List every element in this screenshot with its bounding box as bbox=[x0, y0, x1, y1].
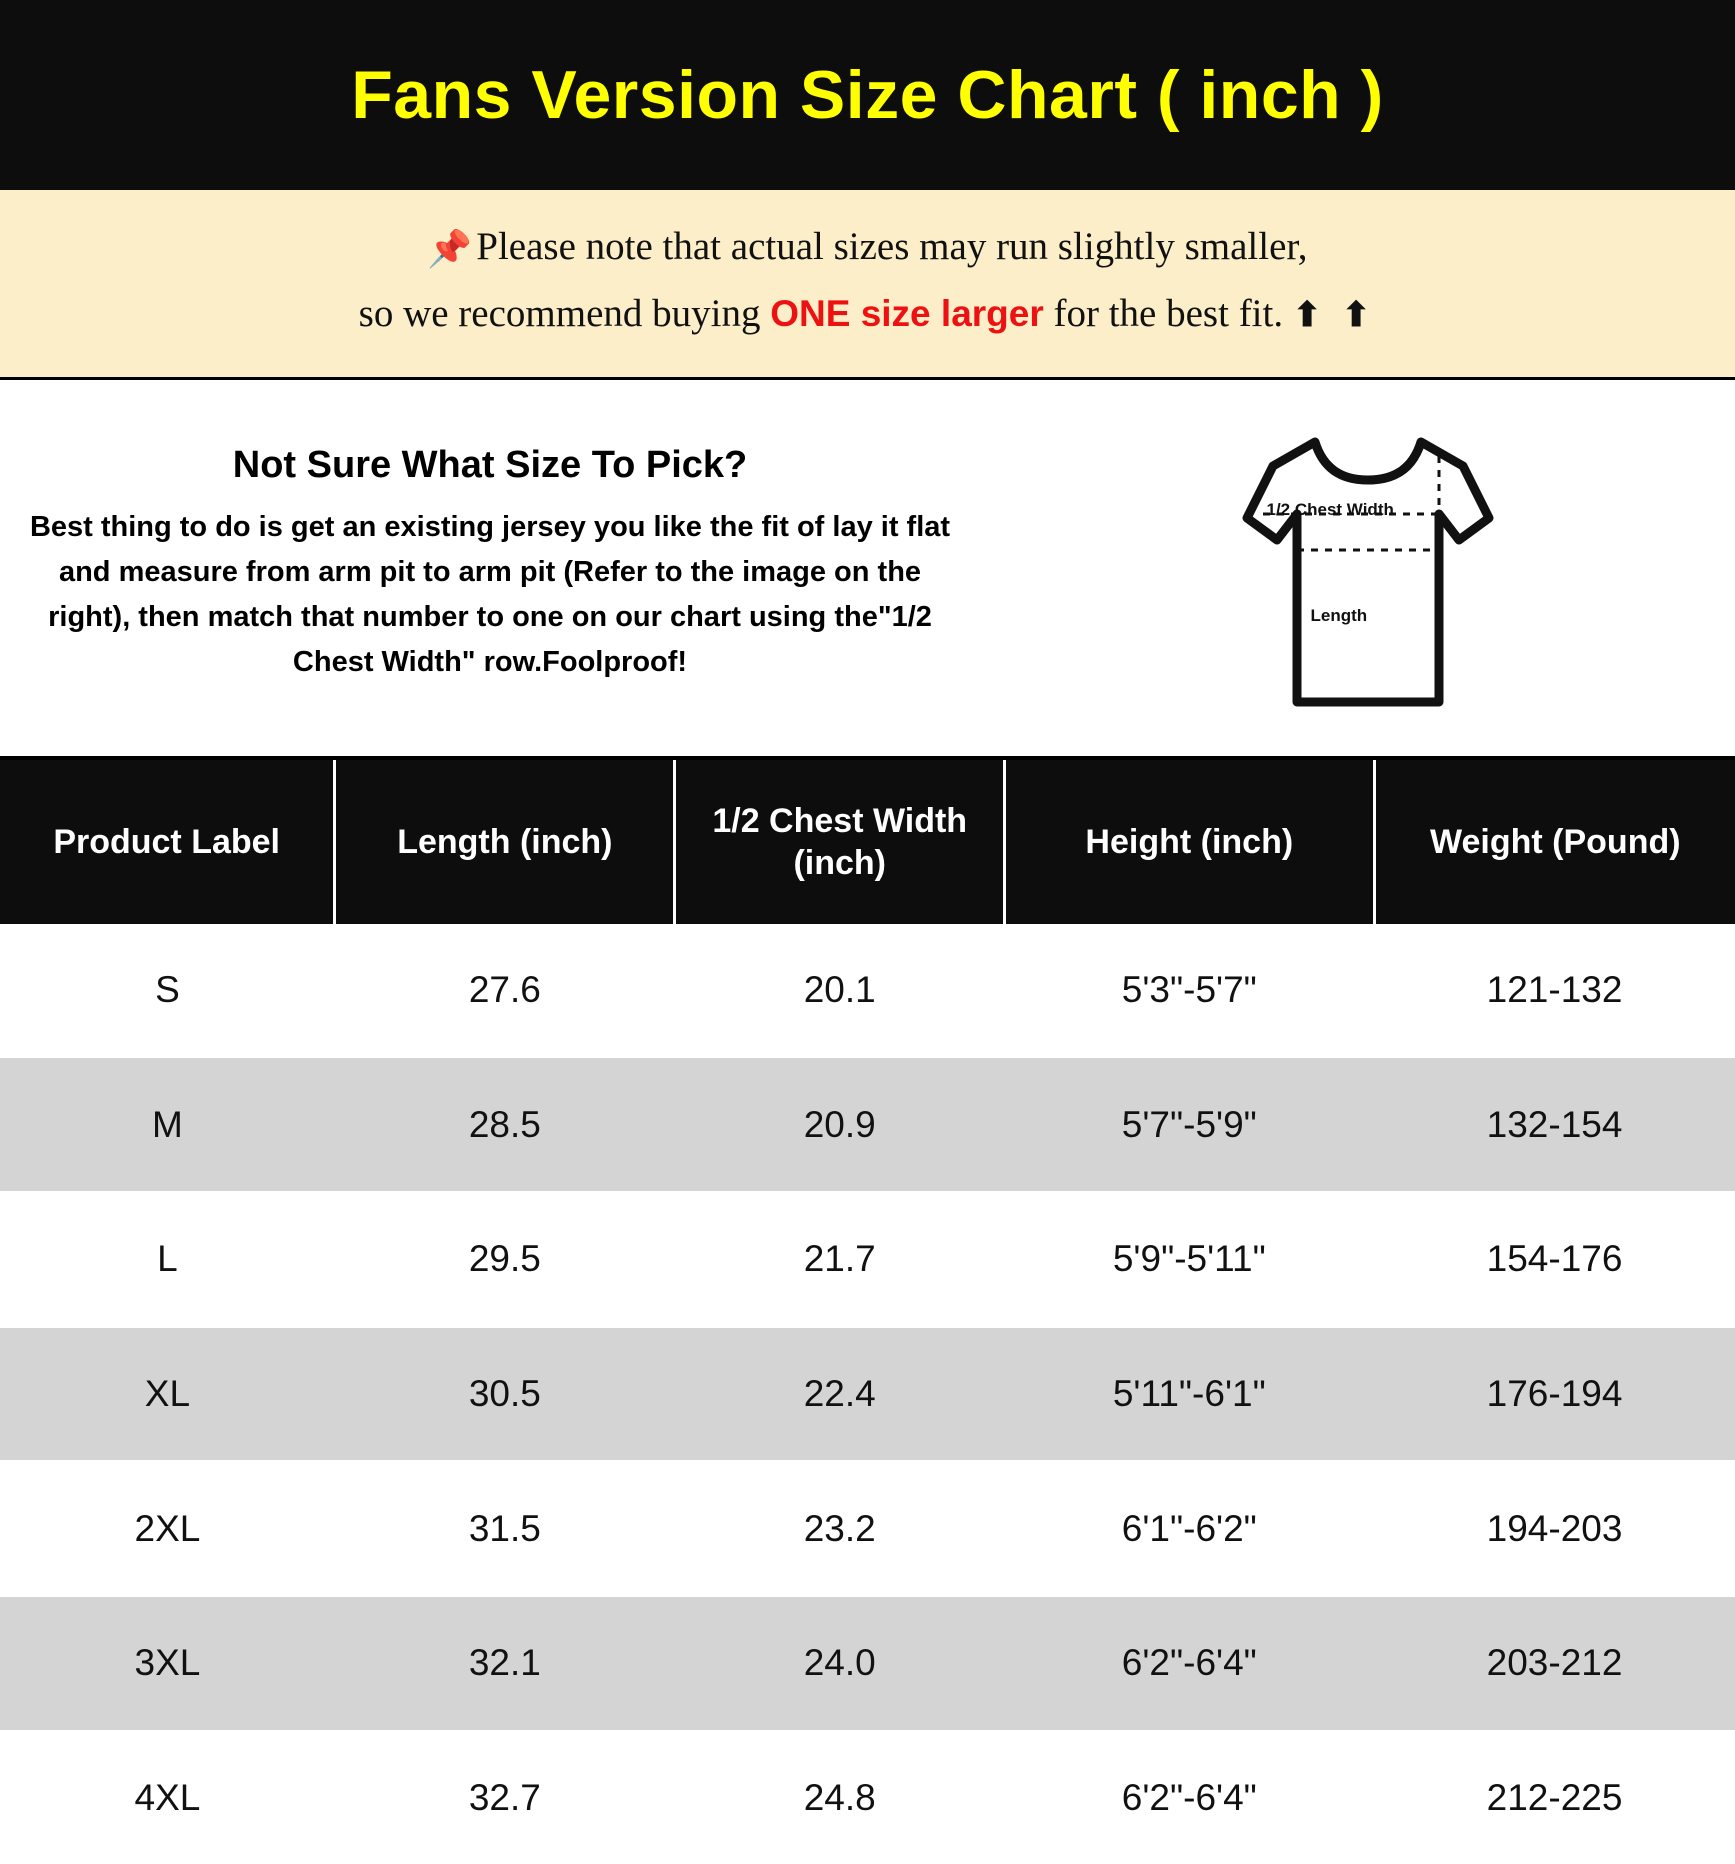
size-table-head bbox=[0, 760, 1735, 924]
tshirt-diagram bbox=[1000, 416, 1735, 722]
cell-size: M bbox=[0, 1057, 335, 1192]
info-body: Best thing to do is get an existing jersey you like the fit of lay it flat and measure from arm pit to arm pit (Refer to the image on the right), then match that number to one on our chart using the"1/2 Chest Width" row.Foolproof! bbox=[29, 511, 951, 678]
cell-weight: 194-203 bbox=[1374, 1461, 1735, 1596]
cell-length: 32.1 bbox=[335, 1596, 675, 1731]
chart-header-band bbox=[0, 0, 1735, 190]
pushpin-icon: 📌 bbox=[427, 229, 473, 269]
note-line-2 bbox=[20, 285, 1715, 344]
col-header-product-label: Product Label bbox=[0, 760, 335, 924]
col-header-chest-width: 1/2 Chest Width (inch) bbox=[675, 760, 1005, 924]
cell-size: 3XL bbox=[0, 1596, 335, 1731]
table-row bbox=[0, 924, 1735, 1057]
cell-weight: 203-212 bbox=[1374, 1596, 1735, 1731]
arrow-up-icon: ⬆ ⬆ bbox=[1292, 296, 1377, 334]
tshirt-figure-wrap bbox=[1203, 422, 1533, 722]
cell-length: 29.5 bbox=[335, 1192, 675, 1327]
note-line-1-text: Please note that actual sizes may run slightly smaller, bbox=[476, 225, 1308, 268]
table-row bbox=[0, 1461, 1735, 1596]
cell-height: 6'2"-6'4" bbox=[1005, 1596, 1375, 1731]
cell-chest: 22.4 bbox=[675, 1327, 1005, 1462]
cell-chest: 23.2 bbox=[675, 1461, 1005, 1596]
info-heading: Not Sure What Size To Pick? bbox=[232, 444, 748, 486]
cell-height: 5'7"-5'9" bbox=[1005, 1057, 1375, 1192]
cell-weight: 121-132 bbox=[1374, 924, 1735, 1057]
cell-chest: 20.9 bbox=[675, 1057, 1005, 1192]
cell-chest: 20.1 bbox=[675, 924, 1005, 1057]
table-row bbox=[0, 1192, 1735, 1327]
cell-weight: 154-176 bbox=[1374, 1192, 1735, 1327]
cell-height: 6'1"-6'2" bbox=[1005, 1461, 1375, 1596]
cell-size: XL bbox=[0, 1327, 335, 1462]
table-row bbox=[0, 1596, 1735, 1731]
col-header-length: Length (inch) bbox=[335, 760, 675, 924]
col-header-weight: Weight (Pound) bbox=[1374, 760, 1735, 924]
table-row bbox=[0, 1057, 1735, 1192]
cell-size: 4XL bbox=[0, 1731, 335, 1864]
tshirt-icon bbox=[1203, 422, 1533, 722]
cell-height: 5'3"-5'7" bbox=[1005, 924, 1375, 1057]
size-table-body bbox=[0, 924, 1735, 1864]
cell-height: 5'9"-5'11" bbox=[1005, 1192, 1375, 1327]
cell-size: S bbox=[0, 924, 335, 1057]
note-emphasis: ONE size larger bbox=[770, 292, 1044, 334]
cell-chest: 24.0 bbox=[675, 1596, 1005, 1731]
cell-height: 5'11"-6'1" bbox=[1005, 1327, 1375, 1462]
length-label: Length bbox=[1310, 606, 1368, 625]
table-row bbox=[0, 1731, 1735, 1864]
cell-size: L bbox=[0, 1192, 335, 1327]
cell-length: 30.5 bbox=[335, 1327, 675, 1462]
chest-width-label: 1/2 Chest Width bbox=[1266, 500, 1394, 519]
cell-size: 2XL bbox=[0, 1461, 335, 1596]
cell-length: 32.7 bbox=[335, 1731, 675, 1864]
table-header-row bbox=[0, 760, 1735, 924]
cell-weight: 212-225 bbox=[1374, 1731, 1735, 1864]
cell-weight: 132-154 bbox=[1374, 1057, 1735, 1192]
info-text-block bbox=[0, 416, 1000, 685]
cell-length: 27.6 bbox=[335, 924, 675, 1057]
info-section bbox=[0, 380, 1735, 760]
note-line-1 bbox=[20, 218, 1715, 277]
page-title: Fans Version Size Chart ( inch ) bbox=[351, 56, 1384, 133]
cell-length: 28.5 bbox=[335, 1057, 675, 1192]
table-row bbox=[0, 1327, 1735, 1462]
col-header-height: Height (inch) bbox=[1005, 760, 1375, 924]
note-banner bbox=[0, 190, 1735, 380]
cell-height: 6'2"-6'4" bbox=[1005, 1731, 1375, 1864]
cell-length: 31.5 bbox=[335, 1461, 675, 1596]
note-line-2-prefix: so we recommend buying bbox=[358, 291, 771, 335]
cell-chest: 24.8 bbox=[675, 1731, 1005, 1864]
note-line-2-suffix: for the best fit. bbox=[1043, 291, 1293, 335]
size-table bbox=[0, 760, 1735, 1864]
cell-chest: 21.7 bbox=[675, 1192, 1005, 1327]
cell-weight: 176-194 bbox=[1374, 1327, 1735, 1462]
